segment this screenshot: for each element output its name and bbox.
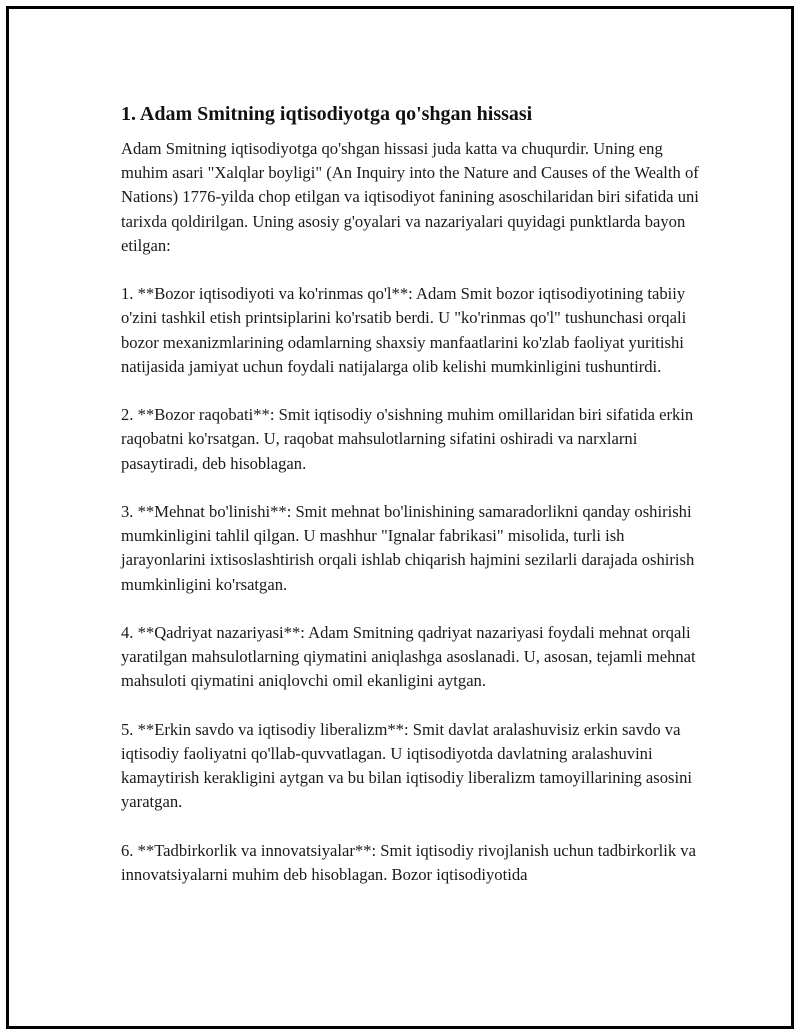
section-heading: 1. Adam Smitning iqtisodiyotga qo'shgan hissasi bbox=[121, 103, 533, 125]
point-2-paragraph: 2. **Bozor raqobati**: Smit iqtisodiy o'sishning muhim omillaridan biri sifatida erkin raqobatni ko'rsatgan. U, raqobat mahsulotlarning sifatini oshiradi va narxlarni pasaytiradi, deb hisoblagan. bbox=[121, 405, 694, 473]
point-1-paragraph: 1. **Bozor iqtisodiyoti va ko'rinmas qo'l**: Adam Smit bozor iqtisodiyotining tabiiy o'zini tashkil etish printsiplarini ko'rsatib berdi. U "ko'rinmas qo'l" tushunchasi orqali bozor mexanizmlarining odamlarning shaxsiy manfaatlarini ko'zlab faoliyat yuritishi natijasida jamiyat uchun foydali natijalarga olib kelishi mumkinligini tushuntirdi. bbox=[121, 284, 687, 376]
page-border bbox=[6, 6, 794, 1029]
document-body bbox=[121, 101, 701, 911]
point-3-paragraph: 3. **Mehnat bo'linishi**: Smit mehnat bo'linishining samaradorlikni qanday oshirishi mumkinligini tahlil qilgan. U mashhur "Ignalar fabrikasi" misolida, turli ish jarayonlarini ixtisoslashtirish orqali ishlab chiqarish hajmini sezilarli darajada oshirish mumkinligini ko'rsatgan. bbox=[121, 502, 695, 594]
point-4-paragraph: 4. **Qadriyat nazariyasi**: Adam Smitning qadriyat nazariyasi foydali mehnat orqali yaratilgan mahsulotlarning qiymatini aniqlashga asoslanadi. U, asosan, tejamli mehnat mahsuloti qiymatini aniqlovchi omil ekanligini aytgan. bbox=[121, 623, 696, 691]
point-5-paragraph: 5. **Erkin savdo va iqtisodiy liberalizm**: Smit davlat aralashuvisiz erkin savdo va iqtisodiy faoliyatni qo'llab-quvvatlagan. U iqtisodiyotda davlatning aralashuvini kamaytirish kerakligini aytgan va bu bilan iqtisodiy liberalizm tamoyillarining asosini yaratgan. bbox=[121, 719, 692, 812]
point-6-paragraph: 6. **Tadbirkorlik va innovatsiyalar**: Smit iqtisodiy rivojlanish uchun tadbirkorlik va innovatsiyalarni muhim deb hisoblagan. Bozor iqtisodiyotida bbox=[121, 840, 696, 884]
intro-paragraph: Adam Smitning iqtisodiyotga qo'shgan hissasi juda katta va chuqurdir. Uning eng muhim asari "Xalqlar boyligi" (An Inquiry into the Nature and Causes of the Wealth of Nations) 1776-yilda chop etilgan va iqtisodiyot fanining asoschilaridan biri sifatida uni tarixda qoldirilgan. Uning asosiy g'oyalari va nazariyalari quyidagi punktlarda bayon etilgan: bbox=[121, 139, 699, 255]
